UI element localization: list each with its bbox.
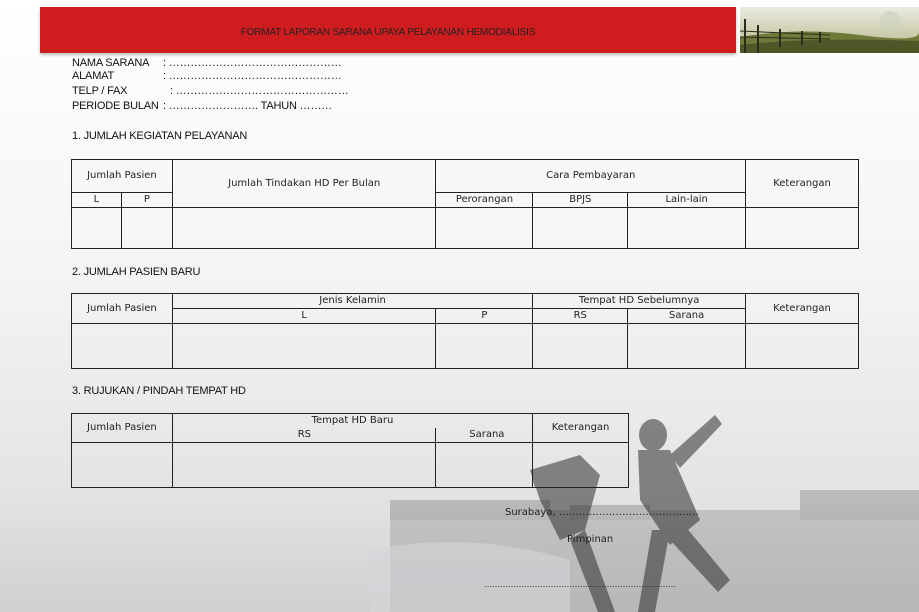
table-cell[interactable]	[121, 207, 172, 248]
col-tempat-hd-baru: Tempat HD Baru	[172, 414, 532, 428]
table-cell[interactable]	[436, 323, 533, 368]
col-l: L	[72, 193, 122, 208]
table-cell[interactable]	[172, 323, 436, 368]
table-cell[interactable]	[436, 443, 533, 488]
table-row	[72, 443, 629, 488]
info-alamat-value: : …………………………………………	[163, 70, 342, 82]
table-cell[interactable]	[533, 443, 629, 488]
header-bar	[40, 7, 736, 53]
table-cell[interactable]	[72, 207, 122, 248]
info-nama-value: : …………………………………………	[163, 57, 342, 69]
new-patient-table	[71, 293, 859, 369]
info-periode-label: PERIODE BULAN	[72, 100, 159, 112]
table-cell[interactable]	[72, 443, 173, 488]
col-rs: RS	[172, 428, 436, 443]
table-cell[interactable]	[72, 323, 173, 368]
col-sarana: Sarana	[436, 428, 533, 443]
table-cell[interactable]	[628, 323, 746, 368]
col-rs: RS	[533, 308, 628, 323]
col-p: P	[436, 308, 533, 323]
table-cell[interactable]	[436, 207, 533, 248]
activity-table	[71, 159, 859, 249]
info-nama-label: NAMA SARANA	[72, 57, 150, 69]
col-perorangan: Perorangan	[436, 193, 533, 208]
section3-heading: 3. RUJUKAN / PINDAH TEMPAT HD	[72, 385, 246, 397]
info-telp-value: : …………………………………………	[170, 85, 349, 97]
col-keterangan: Keterangan	[533, 414, 629, 443]
col-p: P	[121, 193, 172, 208]
section1-heading: 1. JUMLAH KEGIATAN PELAYANAN	[72, 130, 248, 142]
col-keterangan: Keterangan	[746, 294, 859, 324]
runner-silhouette-illustration	[370, 200, 919, 612]
referral-table	[71, 413, 629, 488]
table-cell[interactable]	[628, 207, 746, 248]
table-cell[interactable]	[533, 207, 628, 248]
col-tempat-hd-sebelumnya: Tempat HD Sebelumnya	[533, 294, 746, 309]
table-cell[interactable]	[746, 207, 859, 248]
col-lain-lain: Lain-lain	[628, 193, 746, 208]
page-title: FORMAT LAPORAN SARANA UPAYA PELAYANAN HEMODIALISIS	[240, 27, 536, 38]
signature-line: ………………………………………………………………	[484, 580, 676, 589]
table-cell[interactable]	[172, 207, 436, 248]
signature-place-date: Surabaya, ……………………………………	[505, 507, 699, 518]
table-cell[interactable]	[533, 323, 628, 368]
info-telp-label: TELP / FAX	[72, 85, 128, 97]
col-cara-pembayaran: Cara Pembayaran	[436, 160, 746, 193]
col-jenis-kelamin: Jenis Kelamin	[172, 294, 532, 309]
info-periode-value: : ……………………. TAHUN ………	[163, 100, 332, 112]
col-bpjs: BPJS	[533, 193, 628, 208]
signature-title: Pimpinan	[567, 534, 614, 545]
section2-heading: 2. JUMLAH PASIEN BARU	[72, 266, 201, 278]
landscape-photo	[740, 7, 919, 53]
table-row	[72, 323, 859, 368]
col-jumlah-pasien: Jumlah Pasien	[72, 294, 173, 324]
col-jumlah-pasien: Jumlah Pasien	[72, 414, 173, 443]
col-keterangan: Keterangan	[746, 160, 859, 208]
col-sarana: Sarana	[628, 308, 746, 323]
col-l: L	[172, 308, 436, 323]
table-row	[72, 207, 859, 248]
col-jumlah-pasien: Jumlah Pasien	[72, 160, 173, 193]
table-cell[interactable]	[746, 323, 859, 368]
info-alamat-label: ALAMAT	[72, 70, 114, 82]
table-cell[interactable]	[172, 443, 436, 488]
col-jumlah-tindakan: Jumlah Tindakan HD Per Bulan	[172, 160, 436, 208]
